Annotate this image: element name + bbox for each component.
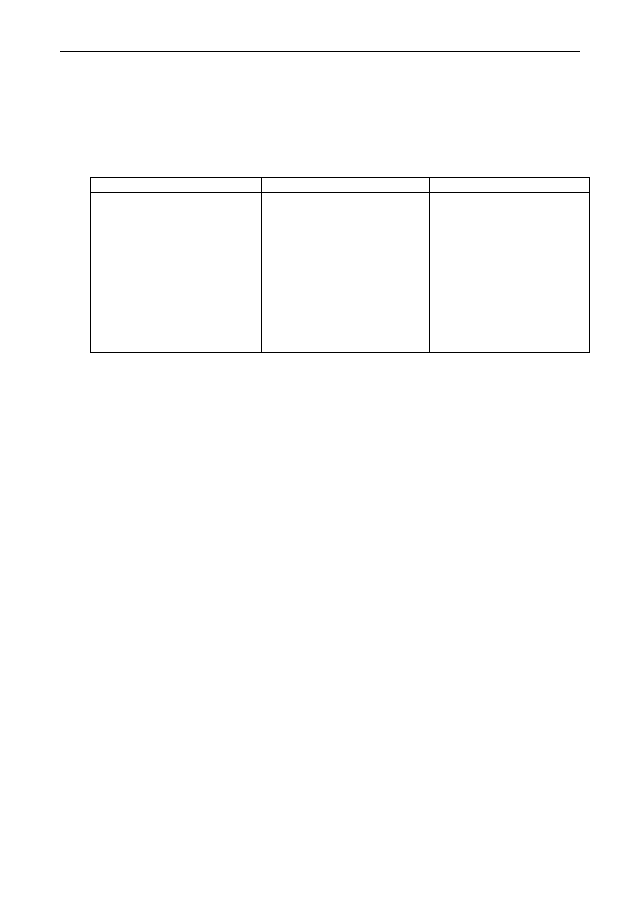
grid-divider [261,178,262,352]
grid-divider [429,178,430,352]
page-header [60,34,580,52]
slip-grid [90,177,590,353]
slip-gaji-image [84,85,594,365]
step-item [60,842,78,856]
payroll-report-image [76,398,590,686]
step-item [60,825,78,839]
grid-header-line [91,192,589,193]
